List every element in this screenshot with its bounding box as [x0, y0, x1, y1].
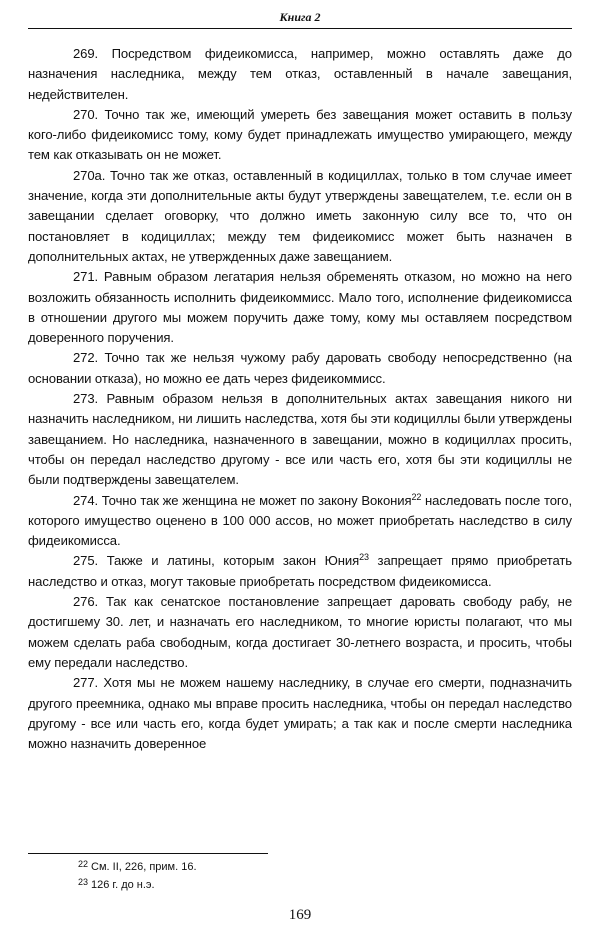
footnotes: [78, 857, 572, 893]
paragraph-277: 277. Хотя мы не можем нашему наследнику, в случае его смерти, подназначить другого преемника, однако мы вправе просить наследника, чтобы он передал наследство другому - все или часть его, когда будет умирать; а так как и после смерти наследника можно назначить доверенное: [28, 675, 572, 752]
footnote-text: 126 г. до н.э.: [91, 879, 155, 891]
paragraph-274: [28, 491, 572, 552]
footnote-22: [78, 857, 572, 875]
header-divider: [28, 28, 572, 29]
paragraph-275: [28, 551, 572, 592]
running-header: Книга 2: [279, 10, 321, 24]
paragraph-271: 271. Равным образом легатария нельзя обременять отказом, но можно на него возложить обязанность исполнить фидеикоммисс. Мало того, исполнение фидеикомисса в отношении другого мы можем поручить даже тому, кому мы оставляем посредством доверенного поручения.: [28, 269, 572, 346]
paragraph-275-start: 275. Также и латины, которым закон Юния: [73, 553, 360, 569]
footnote-ref-23: 23: [359, 552, 369, 563]
main-text: [28, 44, 572, 754]
paragraph-270a: 270а. Точно так же отказ, оставленный в кодициллах, только в том случае имеет значение, когда эти дополнительные акты будут утверждены завещателем, т.е. если он в завещании сделает оговорку, что должно иметь законную силу все то, что он постановляет в кодициллах; между тем фидеикомисс может быть назначен в дополнительных актах, не утвержденных даже завещанием.: [28, 167, 572, 264]
paragraph-274-end: наследовать после того, которого имущество оценено в 100 000 ассов, но может приобретать наследство в силу фидеикомисса.: [28, 492, 573, 549]
footnote-divider: [28, 853, 268, 854]
paragraph-273: 273. Равным образом нельзя в дополнительных актах завещания никого ни назначить наследником, ни лишить наследства, хотя бы эти кодициллы были утверждены завещанием. Но наследника, назначенного в завещании, можно в кодициллах просить, чтобы он передал наследство другому - все или часть его, хотя бы эти кодициллы не были подтверждены завещателем.: [28, 391, 572, 488]
page-number: 169: [288, 907, 312, 923]
footnote-number: 22: [78, 859, 89, 869]
footnote-ref-22: 22: [411, 491, 422, 502]
footnote-text: См. II, 226, прим. 16.: [91, 861, 197, 873]
paragraph-274-start: 274. Точно так же женщина не может по закону Вокония: [73, 492, 412, 508]
paragraph-270: 270. Точно так же, имеющий умереть без завещания может оставить в пользу кого-либо фидеикомисс тому, кому будет принадлежать имущество умирающего, между тем как отказывать он не может.: [28, 106, 572, 163]
footnote-23: [78, 875, 572, 893]
paragraph-269: 269. Посредством фидеикомисса, например, можно оставлять даже до назначения наследника, между тем отказ, оставленный в начале завещания, недействителен.: [28, 46, 572, 102]
paragraph-272: 272. Точно так же нельзя чужому рабу даровать свободу непосредственно (на основании отказа), но можно ее дать через фидеикоммисс.: [28, 350, 572, 386]
paragraph-276: 276. Так как сенатское постановление запрещает даровать свободу рабу, не достигшему 30. лет, и назначать его наследником, то многие юристы полагают, что мы можем сделать раба свободным, когда достигает 30-летнего возраста, и просить, чтобы ему передали наследство.: [28, 594, 572, 670]
paragraph-275-end: запрещает прямо приобретать наследство и отказ, могут таковые приобретать посредством фидеикомисса.: [28, 553, 572, 589]
footnote-number: 23: [78, 877, 89, 887]
